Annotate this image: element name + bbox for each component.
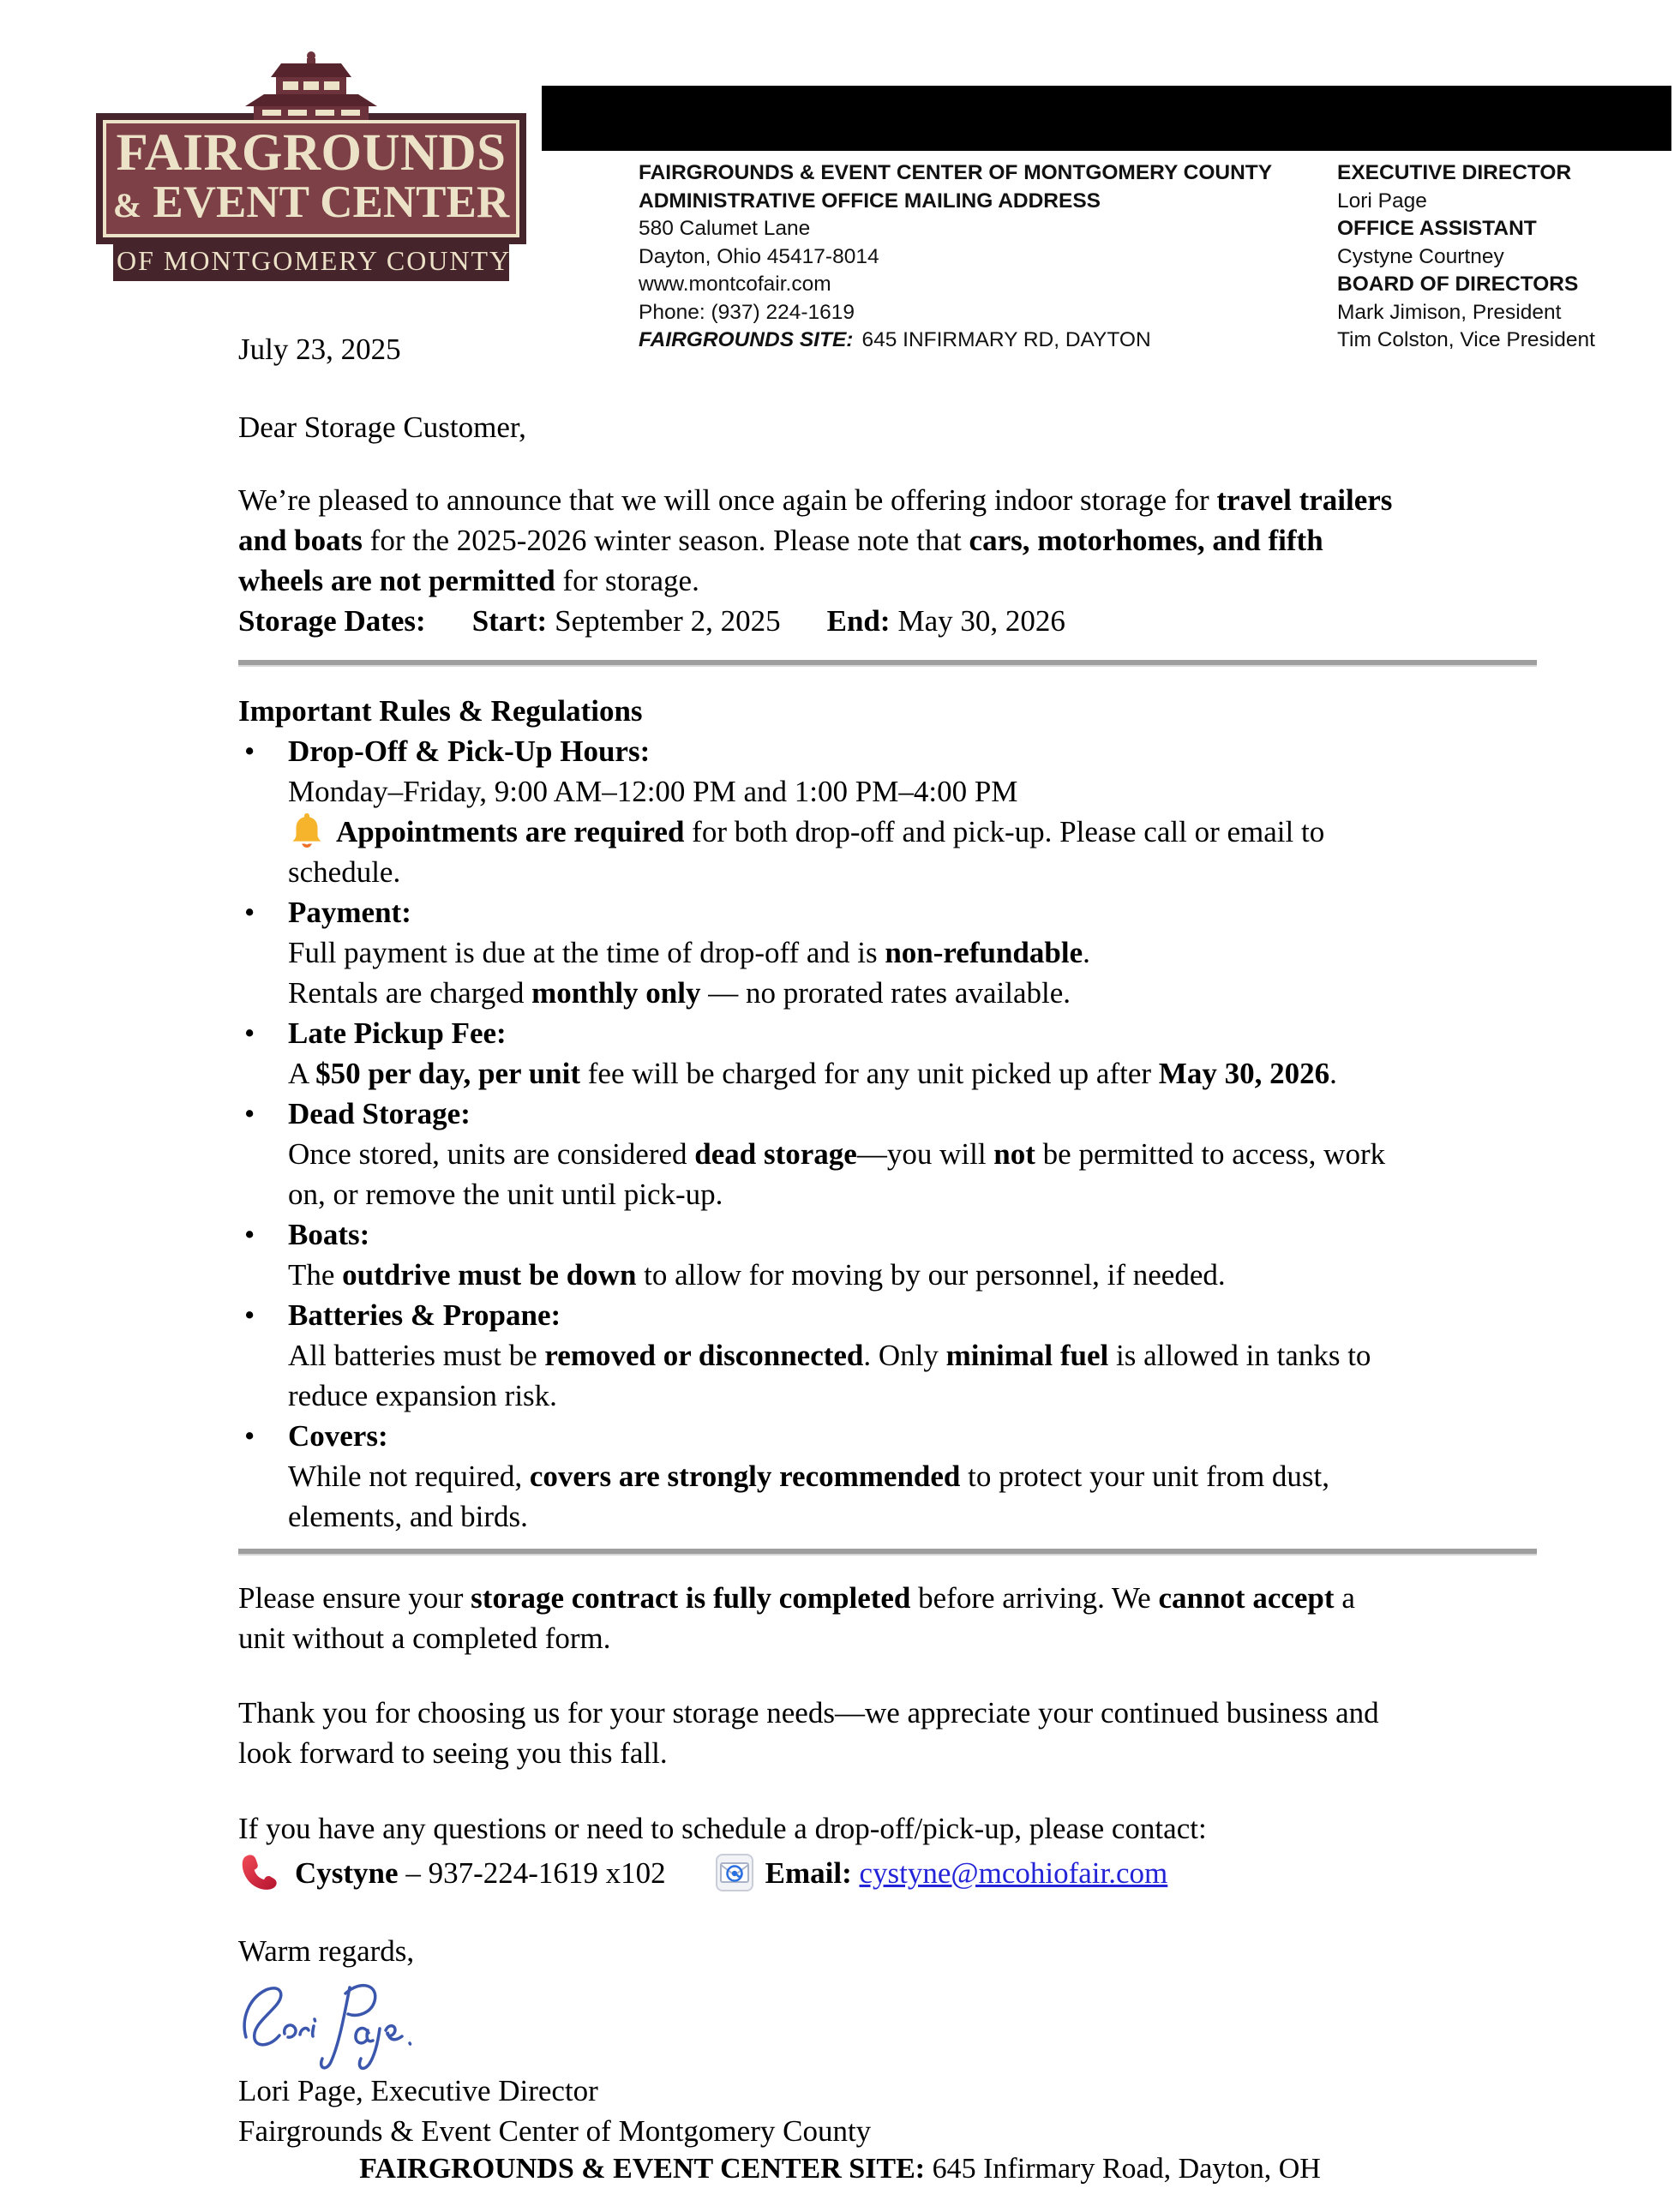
bullet-marker: • — [244, 1419, 255, 1453]
bullet-marker: • — [244, 1218, 255, 1251]
rule-hours-label: Drop-Off & Pick-Up Hours: — [288, 734, 651, 768]
end-value: May 30, 2026 — [897, 604, 1065, 638]
contact-line — [238, 1852, 1580, 1893]
email-link[interactable]: cystyne@mcohiofair.com — [859, 1856, 1168, 1890]
rule-batteries-d: minimal fuel — [945, 1339, 1109, 1372]
rule-latefee-label: Late Pickup Fee: — [288, 1016, 507, 1050]
intro-paragraph — [238, 480, 1580, 601]
header-exec-label: EXECUTIVE DIRECTOR — [1337, 161, 1572, 184]
header-assistant-name: Cystyne Courtney — [1337, 244, 1504, 268]
logo-title-line2 — [106, 177, 516, 228]
contract-f: unit without a completed form. — [238, 1622, 611, 1655]
rule-batteries-a: All batteries must be — [288, 1339, 545, 1372]
rule-item-hours — [238, 731, 1580, 892]
rule-hours-note-rest2: schedule. — [288, 855, 401, 889]
logo-cupola-icon — [238, 50, 384, 120]
footer — [0, 2153, 1680, 2185]
rule-payment-label: Payment: — [288, 896, 411, 929]
thanks-line1: Thank you for choosing us for your storage needs—we appreciate your continued business and — [238, 1696, 1379, 1729]
rule-payment-l1c: . — [1083, 936, 1090, 969]
contact-phone: – 937-224-1619 x102 — [398, 1856, 666, 1890]
rule-hours-note-rest: for both drop-off and pick-up. Please call or email to — [684, 815, 1325, 848]
start-label: Start: — [471, 604, 548, 638]
rule-boats-label: Boats: — [288, 1218, 370, 1251]
rule-batteries-label: Batteries & Propane: — [288, 1298, 561, 1332]
signer-name: Lori Page, Executive Director — [238, 2074, 598, 2107]
header-site-label: FAIRGROUNDS SITE: — [639, 328, 854, 351]
letter-date: July 23, 2025 — [238, 333, 401, 366]
divider-rule-bottom — [238, 1549, 1537, 1556]
rule-latefee-b: $50 per day, per unit — [315, 1057, 581, 1090]
contract-d: cannot accept — [1158, 1581, 1335, 1615]
rule-dead-a: Once stored, units are considered — [288, 1137, 695, 1171]
rule-covers-c: to protect your unit from dust, — [960, 1460, 1330, 1493]
rule-covers-a: While not required, — [288, 1460, 530, 1493]
logo-title-line2-text: EVENT CENTER — [153, 177, 510, 228]
rule-payment-l2b: monthly only — [531, 976, 701, 1010]
rule-boats-b: outdrive must be down — [342, 1258, 637, 1292]
intro-seg-4b: wheels are not permitted — [238, 564, 555, 597]
rule-item-dead-storage — [238, 1094, 1580, 1214]
divider-rule-top — [238, 660, 1537, 667]
rules-list — [238, 731, 1580, 1537]
bell-icon — [290, 812, 324, 849]
rule-latefee-e: . — [1329, 1057, 1337, 1090]
salutation: Dear Storage Customer, — [238, 411, 526, 444]
footer-value: 645 Infirmary Road, Dayton, OH — [925, 2153, 1321, 2185]
contract-c: before arriving. We — [910, 1581, 1159, 1615]
header-org-name: FAIRGROUNDS & EVENT CENTER OF MONTGOMERY COUNTY — [639, 161, 1273, 184]
letterhead-staff-block — [1337, 159, 1595, 355]
rule-dead-label: Dead Storage: — [288, 1097, 471, 1130]
rule-item-late-fee — [238, 1013, 1580, 1094]
rule-covers-d: elements, and birds. — [288, 1500, 528, 1533]
rule-latefee-c: fee will be charged for any unit picked up after — [580, 1057, 1159, 1090]
questions-paragraph: If you have any questions or need to schedule a drop-off/pick-up, please contact: — [238, 1812, 1207, 1845]
header-board-president: Mark Jimison, President — [1337, 300, 1562, 324]
header-phone: Phone: (937) 224-1619 — [639, 300, 855, 324]
header-street: 580 Calumet Lane — [639, 217, 811, 240]
rule-item-boats — [238, 1214, 1580, 1295]
rule-covers-label: Covers: — [288, 1419, 388, 1453]
rule-batteries-b: removed or disconnected — [544, 1339, 864, 1372]
intro-seg-4a: cars, motorhomes, and fifth — [969, 524, 1323, 557]
storage-dates-line — [238, 601, 1580, 641]
rule-dead-e: be permitted to access, work — [1035, 1137, 1386, 1171]
bullet-marker: • — [244, 896, 255, 929]
intro-seg-5: for storage. — [555, 564, 699, 597]
contact-name: Cystyne — [295, 1856, 399, 1890]
rule-payment-l2a: Rentals are charged — [288, 976, 532, 1010]
bullet-marker: • — [244, 1097, 255, 1130]
header-site-value: 645 INFIRMARY RD, DAYTON — [861, 328, 1151, 351]
logo-sign — [96, 113, 526, 244]
rule-batteries-e: is allowed in tanks to — [1108, 1339, 1371, 1372]
rule-payment-l1a: Full payment is due at the time of drop-off and is — [288, 936, 885, 969]
bullet-marker: • — [244, 1016, 255, 1050]
email-label: Email: — [765, 1856, 852, 1890]
signature-image — [233, 1975, 430, 2071]
contract-e: a — [1334, 1581, 1355, 1615]
rule-hours-note-bold: Appointments are required — [336, 815, 685, 848]
header-assistant-label: OFFICE ASSISTANT — [1337, 217, 1537, 240]
bullet-marker: • — [244, 1298, 255, 1332]
rule-boats-a: The — [288, 1258, 343, 1292]
contract-b: storage contract is fully completed — [471, 1581, 911, 1615]
phone-icon — [238, 1852, 278, 1891]
header-board-label: BOARD OF DIRECTORS — [1337, 273, 1579, 296]
logo-ampersand: & — [112, 186, 142, 225]
redaction-bar — [542, 86, 1671, 151]
signer-org: Fairgrounds & Event Center of Montgomery County — [238, 2114, 872, 2148]
email-icon — [716, 1854, 753, 1891]
intro-seg-3: for the 2025-2026 winter season. Please note that — [362, 524, 969, 557]
intro-seg-2b: and boats — [238, 524, 363, 557]
letter-body — [238, 329, 1580, 2151]
rule-batteries-f: reduce expansion risk. — [288, 1379, 557, 1412]
rule-payment-l2c: — no prorated rates available. — [700, 976, 1071, 1010]
rule-item-covers — [238, 1416, 1580, 1537]
rule-dead-b: dead storage — [694, 1137, 857, 1171]
bullet-marker: • — [244, 734, 255, 768]
header-board-vp: Tim Colston, Vice President — [1337, 328, 1595, 351]
rule-item-batteries — [238, 1295, 1580, 1416]
rules-heading: Important Rules & Regulations — [238, 694, 643, 728]
thanks-line2: look forward to seeing you this fall. — [238, 1736, 668, 1770]
footer-label: FAIRGROUNDS & EVENT CENTER SITE: — [359, 2153, 926, 2185]
rule-boats-c: to allow for moving by our personnel, if needed. — [636, 1258, 1226, 1292]
header-website: www.montcofair.com — [639, 273, 831, 296]
storage-dates-label: Storage Dates: — [238, 604, 426, 638]
rule-payment-l1b: non-refundable — [885, 936, 1083, 969]
rule-covers-b: covers are strongly recommended — [529, 1460, 961, 1493]
letterhead-address-block — [639, 159, 1272, 355]
rule-latefee-a: A — [288, 1057, 316, 1090]
contract-paragraph — [238, 1578, 1580, 1658]
rule-hours-line1: Monday–Friday, 9:00 AM–12:00 PM and 1:00 PM–4:00 PM — [288, 775, 1018, 808]
header-exec-name: Lori Page — [1337, 189, 1427, 213]
logo-title-line1: FAIRGROUNDS — [116, 124, 507, 182]
rule-latefee-d: May 30, 2026 — [1158, 1057, 1330, 1090]
logo-subtitle-plaque — [113, 243, 512, 281]
start-value: September 2, 2025 — [555, 604, 781, 638]
logo-sign-panel — [103, 120, 519, 237]
thanks-paragraph — [238, 1693, 1580, 1773]
logo-subtitle: OF MONTGOMERY COUNTY — [117, 245, 512, 277]
rule-batteries-c: . Only — [863, 1339, 946, 1372]
rule-item-payment — [238, 892, 1580, 1013]
rule-dead-c: —you will — [856, 1137, 994, 1171]
intro-seg-1: We’re pleased to announce that we will once again be offering indoor storage for — [238, 483, 1217, 517]
org-logo — [96, 50, 526, 281]
intro-seg-2a: travel trailers — [1216, 483, 1393, 517]
contract-a: Please ensure your — [238, 1581, 471, 1615]
rule-dead-d: not — [993, 1137, 1035, 1171]
end-label: End: — [826, 604, 891, 638]
rule-dead-f: on, or remove the unit until pick-up. — [288, 1178, 723, 1211]
header-address-label: ADMINISTRATIVE OFFICE MAILING ADDRESS — [639, 189, 1101, 213]
header-city: Dayton, Ohio 45417-8014 — [639, 244, 879, 268]
closing: Warm regards, — [238, 1934, 415, 1968]
